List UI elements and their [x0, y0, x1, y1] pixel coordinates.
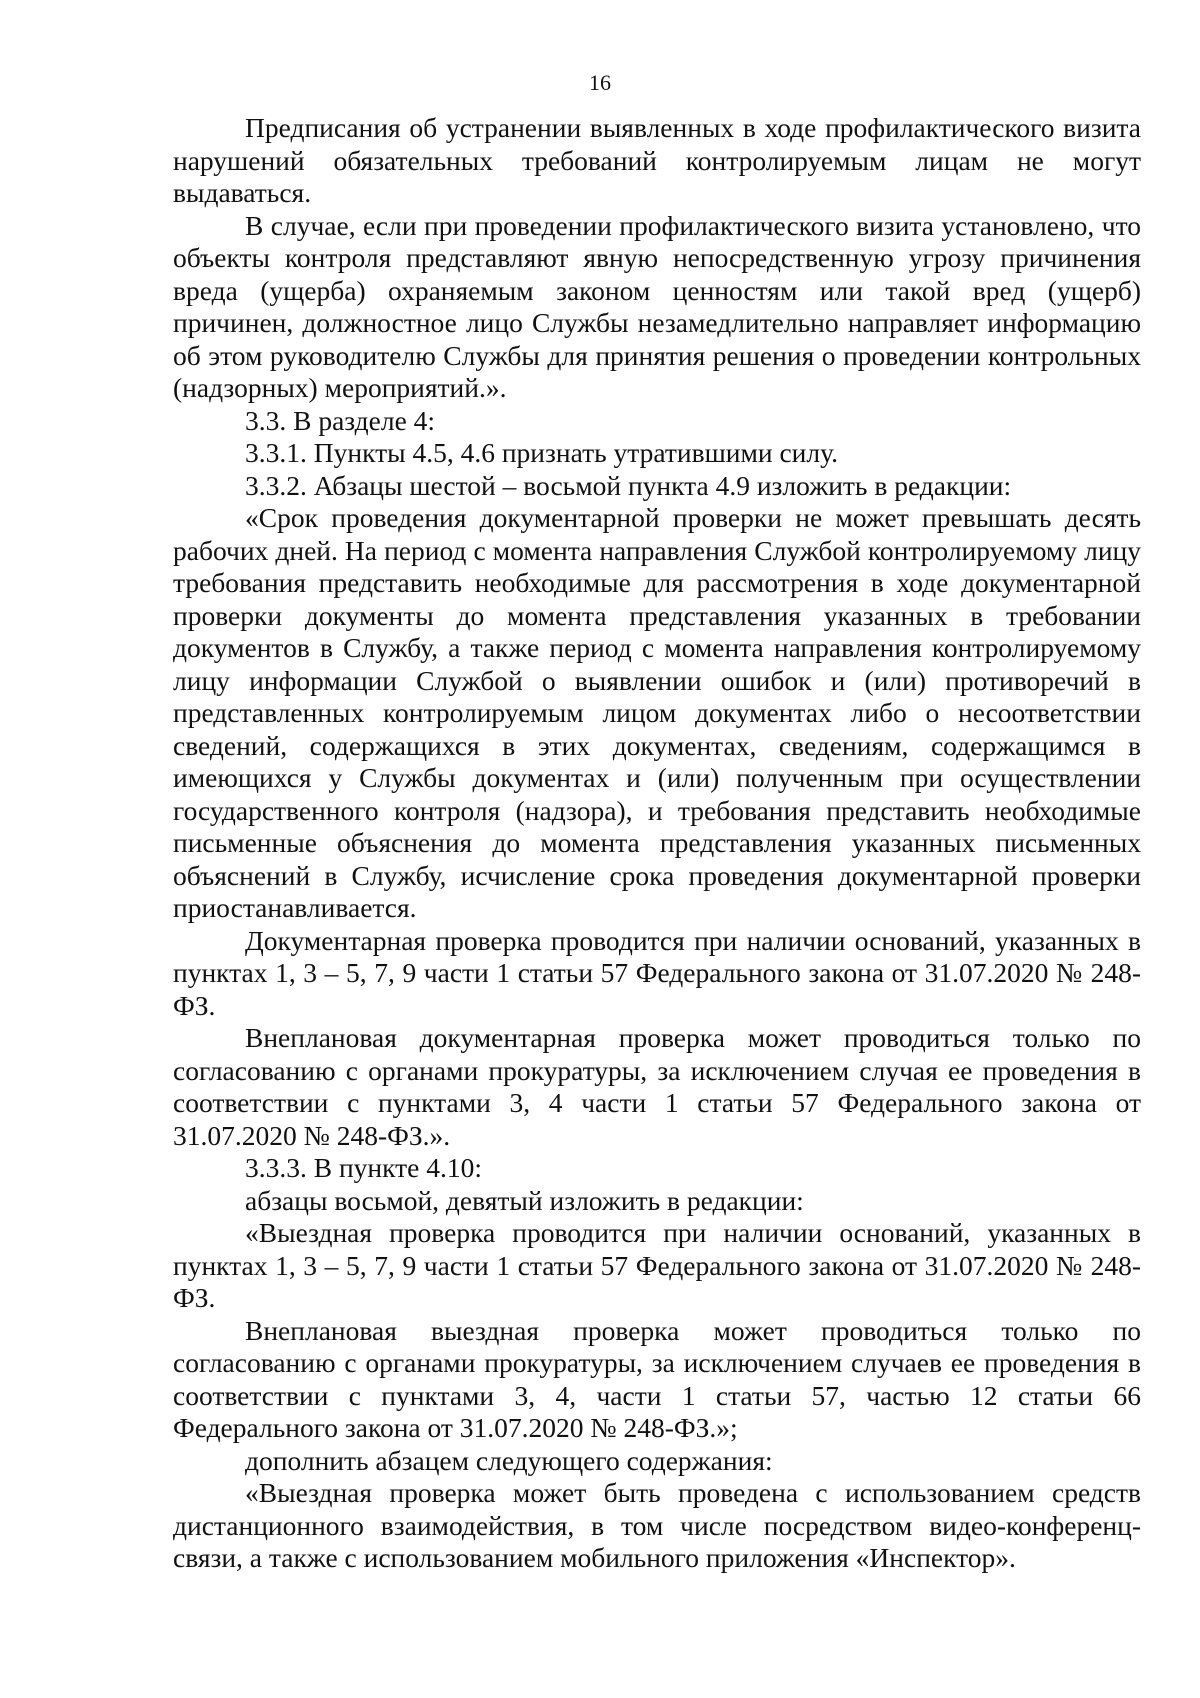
- paragraph: 3.3.1. Пункты 4.5, 4.6 признать утратившими силу.: [245, 437, 838, 468]
- document-body: [173, 112, 1141, 1575]
- paragraph: 3.3.2. Абзацы шестой – восьмой пункта 4.9 изложить в редакции:: [245, 469, 1012, 501]
- paragraph: 3.3.3. В пункте 4.10:: [245, 1152, 483, 1183]
- paragraph: Внеплановая выездная проверка может проводиться только по согласованию с органами прокуратуры, за исключением случаев ее проведения в соответствии с пунктами 3, 4, части 1 статьи 57, частью 12 статьи 66 Федерального закона от 31.07.2020 № 248-ФЗ.»;: [173, 1314, 1141, 1443]
- paragraph: «Выездная проверка проводится при наличии оснований, указанных в пунктах 1, 3 – 5, 7, 9 части 1 статьи 57 Федерального закона от 31.07.2020 № 248-ФЗ.: [173, 1217, 1141, 1313]
- paragraph: «Выездная проверка может быть проведена с использованием средств дистанционного взаимодействия, в том числе посредством видео-конференц-связи, а также с использованием мобильного приложения «Инспектор».: [173, 1477, 1141, 1573]
- paragraph: Документарная проверка проводится при наличии оснований, указанных в пунктах 1, 3 – 5, 7, 9 части 1 статьи 57 Федерального закона от 31.07.2020 № 248-ФЗ.: [173, 924, 1141, 1021]
- paragraph: абзацы восьмой, девятый изложить в редакции:: [245, 1184, 804, 1216]
- paragraph: Внеплановая документарная проверка может проводиться только по согласованию с органами прокуратуры, за исключением случая ее проведения в соответствии с пунктами 3, 4 части 1 статьи 57 Федерального закона от 31.07.2020 № 248-ФЗ.».: [173, 1022, 1141, 1151]
- paragraph: дополнить абзацем следующего содержания:: [245, 1444, 773, 1476]
- paragraph: 3.3. В разделе 4:: [245, 404, 436, 436]
- page-number: 16: [589, 70, 611, 95]
- paragraph: Предписания об устранении выявленных в ходе профилактического визита нарушений обязательных требований контролируемым лицам не могут выдаваться.: [173, 112, 1141, 208]
- paragraph: В случае, если при проведении профилактического визита установлено, что объекты контроля представляют явную непосредственную угрозу причинения вреда (ущерба) охраняемым законом ценностям или такой вред (ущерб) причинен, должностное лицо Службы незамедлительно направляет информацию об этом руководителю Службы для принятия решения о проведении контрольных (надзорных) мероприятий.».: [173, 209, 1141, 403]
- paragraph: «Срок проведения документарной проверки не может превышать десять рабочих дней. На период с момента направления Службой контролируемому лицу требования представить необходимые для рассмотрения в ходе документарной проверки документы до момента представления указанных в требовании документов в Службу, а также период с момента направления контролируемому лицу информации Службой о выявлении ошибок и (или) противоречий в представленных контролируемым лицом документах либо о несоответствии сведений, содержащихся в этих документах, сведениям, содержащимся в имеющихся у Службы документах и (или) полученным при осуществлении государственного контроля (надзора), и требования представить необходимые письменные объяснения до момента представления указанных письменных объяснений в Службу, исчисление срока проведения документарной проверки приостанавливается.: [173, 502, 1141, 923]
